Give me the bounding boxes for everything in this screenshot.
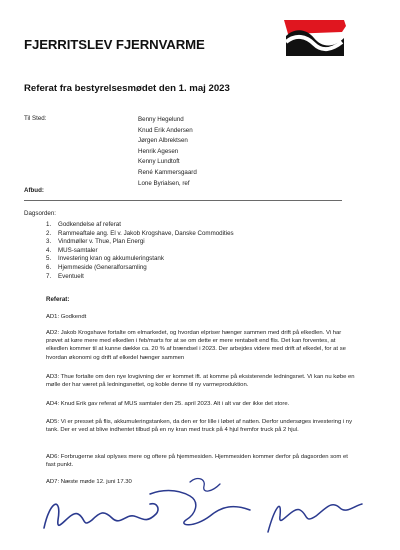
attendance-list [138,115,197,189]
attendee: Knud Erik Andersen [138,126,193,134]
signature-2 [150,491,250,525]
attendee: Jørgen Albrektsen [138,137,188,145]
agenda-item: 7. Eventuelt [46,272,84,280]
attendee: Lone Byrialsen, ref [138,179,190,187]
attendee: Benny Hegelund [138,116,184,123]
attendee: Henrik Agesen [138,147,179,155]
minutes-ad7: AD7: Næste møde 12. juni 17.30 [46,479,132,485]
minutes-ad3: AD3: Thue fortalte om den nye lovgivning der er kommet ift. at komme på eksisterende ledningsnet. Vi kan nu købe en mølle der har været på ledningsnettet, og koble denne til ny varmeproduktion. [46,374,355,389]
agenda-item: 3. Vindmøller v. Thue, Plan Energi [46,238,145,246]
fjerritslev-fjernvarme-logo [280,16,350,60]
agenda-item: 2. Rammeaftale ang. El v. Jakob Krogshave, Danske Commodities [46,229,234,237]
agenda-item: 6. Hjemmeside (Generalforsamling [46,263,147,271]
agenda-item: 4. MUS-samtaler [46,246,98,254]
document-title: Referat fra bestyrelsesmødet den 1. maj 2023 [24,83,230,94]
agenda-label: Dagsorden: [24,210,56,217]
attendee: Kenny Lundtoft [138,158,180,166]
attendance-label: Til Sted: [24,115,47,122]
agenda-list [46,221,234,281]
section-divider [24,200,342,201]
signature-1 [44,504,158,528]
minutes-ad4: AD4: Knud Erik gav referat af MUS samtaler den 25. april 2023. Alt i alt var der ikke det store. [46,401,290,407]
signature-4 [268,504,362,532]
minutes-ad6: AD6: Forbrugerne skal oplyses mere og oftere på hjemmesiden. Hjemmesiden kommer derfor på dagsorden som et fast punkt. [46,454,348,469]
absent-label: Afbud: [24,187,44,194]
signatures-area [0,470,400,550]
signature-3 [190,479,220,492]
minutes-ad1: AD1: Godkendt [46,314,87,320]
minutes-label: Referat: [46,296,70,303]
minutes-ad2: AD2: Jakob Krogshave fortalte om elmarkedet, og hvordan elpriser hænger sammen med drift på elkedlen. Vi har prøvet at køre mere med elkedlen i feb/marts for at se om dette er mere rentabelt end flis. Det kan forventes, at elkedlen kommer til at kunne dække ca. 20 % af brændsel i 2023. Der arbejdes videre med drift af elkedel, for at se hvordan økonomi og drift af elkedel hænger sammen [46,330,346,361]
agenda-item: 1. Godkendelse af referat [46,221,121,228]
organization-name: FJERRITSLEV FJERNVARME [24,37,205,52]
agenda-item: 5. Investering kran og akkumuleringstank [46,255,164,263]
attendee: René Kammersgaard [138,168,197,176]
minutes-ad5: AD5: Vi er presset på flis, akkumuleringstanken, da den er for lille i løbet af natten. Derfor undersøges investering i ny tank. Der er ved at blive indhentet tilbud på en ny kran med truck på 4 hjul fremfor truck på 2 hjul. [46,419,353,434]
